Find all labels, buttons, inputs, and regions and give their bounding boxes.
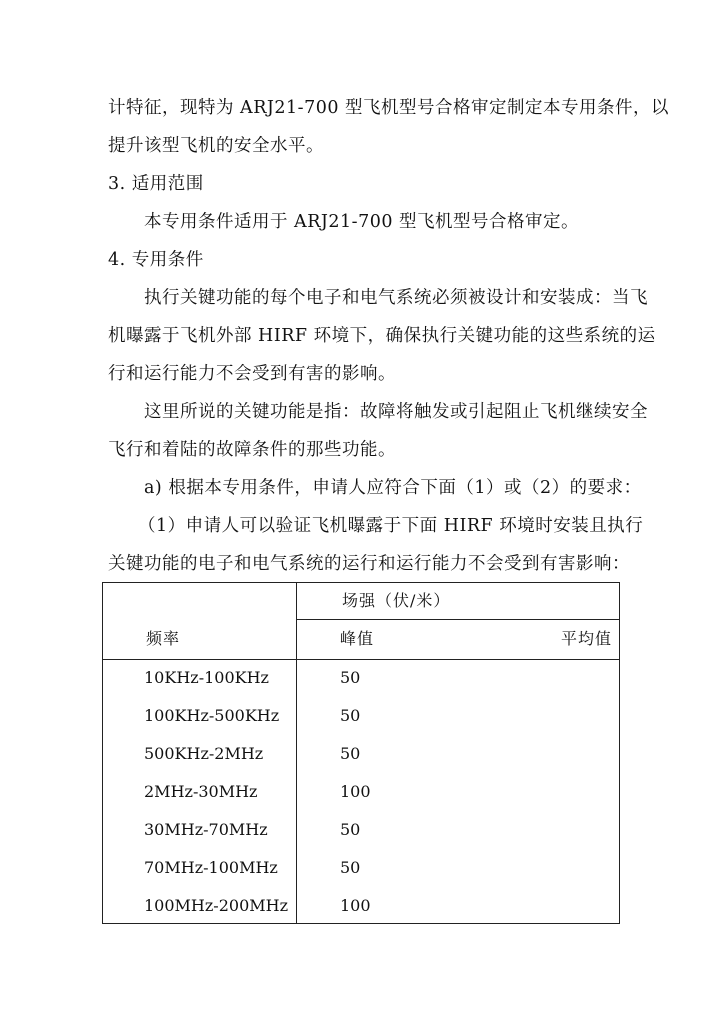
paragraph-2-line-3: 行和运行能力不会受到有害的影响。: [108, 364, 396, 384]
table-header-peak: 峰值: [340, 629, 375, 648]
paragraph-2-line-1: 执行关键功能的每个电子和电气系统必须被设计和安装成：当飞: [144, 288, 648, 308]
table-divider-column: [296, 582, 297, 924]
table-cell-peak: 50: [340, 668, 361, 687]
table-cell-peak: 100: [340, 782, 371, 801]
table-cell-peak: 50: [340, 706, 361, 725]
paragraph-1-line-2: 提升该型飞机的安全水平。: [108, 136, 324, 156]
table-cell-frequency: 100MHz-200MHz: [144, 896, 289, 915]
paragraph-1-line-1: 计特征，现特为 ARJ21-700 型飞机型号合格审定制定本专用条件，以: [108, 98, 670, 118]
hirf-field-strength-table: [102, 582, 620, 924]
table-cell-frequency: 10KHz-100KHz: [144, 668, 269, 687]
table-cell-peak: 50: [340, 744, 361, 763]
table-group-header: 场强（伏/米）: [342, 591, 451, 610]
table-divider-group-header: [296, 619, 620, 620]
table-border-left: [102, 582, 103, 924]
section-3-body: 本专用条件适用于 ARJ21-700 型飞机型号合格审定。: [144, 212, 580, 232]
table-header-average: 平均值: [560, 629, 612, 648]
table-border-bottom: [102, 923, 620, 924]
table-border-top: [102, 582, 620, 583]
table-cell-peak: 50: [340, 820, 361, 839]
table-cell-peak: 100: [340, 896, 371, 915]
paragraph-5-line-2: 关键功能的电子和电气系统的运行和运行能力不会受到有害影响：: [108, 554, 630, 574]
table-cell-frequency: 2MHz-30MHz: [144, 782, 258, 801]
paragraph-2-line-2: 机曝露于飞机外部 HIRF 环境下，确保执行关键功能的这些系统的运: [108, 326, 656, 346]
table-cell-frequency: 500KHz-2MHz: [144, 744, 264, 763]
table-border-right: [619, 582, 620, 924]
table-cell-frequency: 30MHz-70MHz: [144, 820, 268, 839]
table-cell-peak: 50: [340, 858, 361, 877]
paragraph-4-line-1: a) 根据本专用条件，申请人应符合下面（1）或（2）的要求：: [144, 478, 642, 498]
table-cell-frequency: 100KHz-500KHz: [144, 706, 280, 725]
paragraph-5-line-1: （1）申请人可以验证飞机曝露于下面 HIRF 环境时安装且执行: [138, 516, 644, 536]
section-3-heading: 3. 适用范围: [108, 174, 204, 194]
table-cell-frequency: 70MHz-100MHz: [144, 858, 278, 877]
paragraph-3-line-1: 这里所说的关键功能是指：故障将触发或引起阻止飞机继续安全: [144, 402, 648, 422]
paragraph-3-line-2: 飞行和着陆的故障条件的那些功能。: [108, 440, 396, 460]
table-header-frequency: 频率: [146, 629, 181, 648]
section-4-heading: 4. 专用条件: [108, 250, 204, 270]
table-divider-header: [102, 659, 620, 660]
